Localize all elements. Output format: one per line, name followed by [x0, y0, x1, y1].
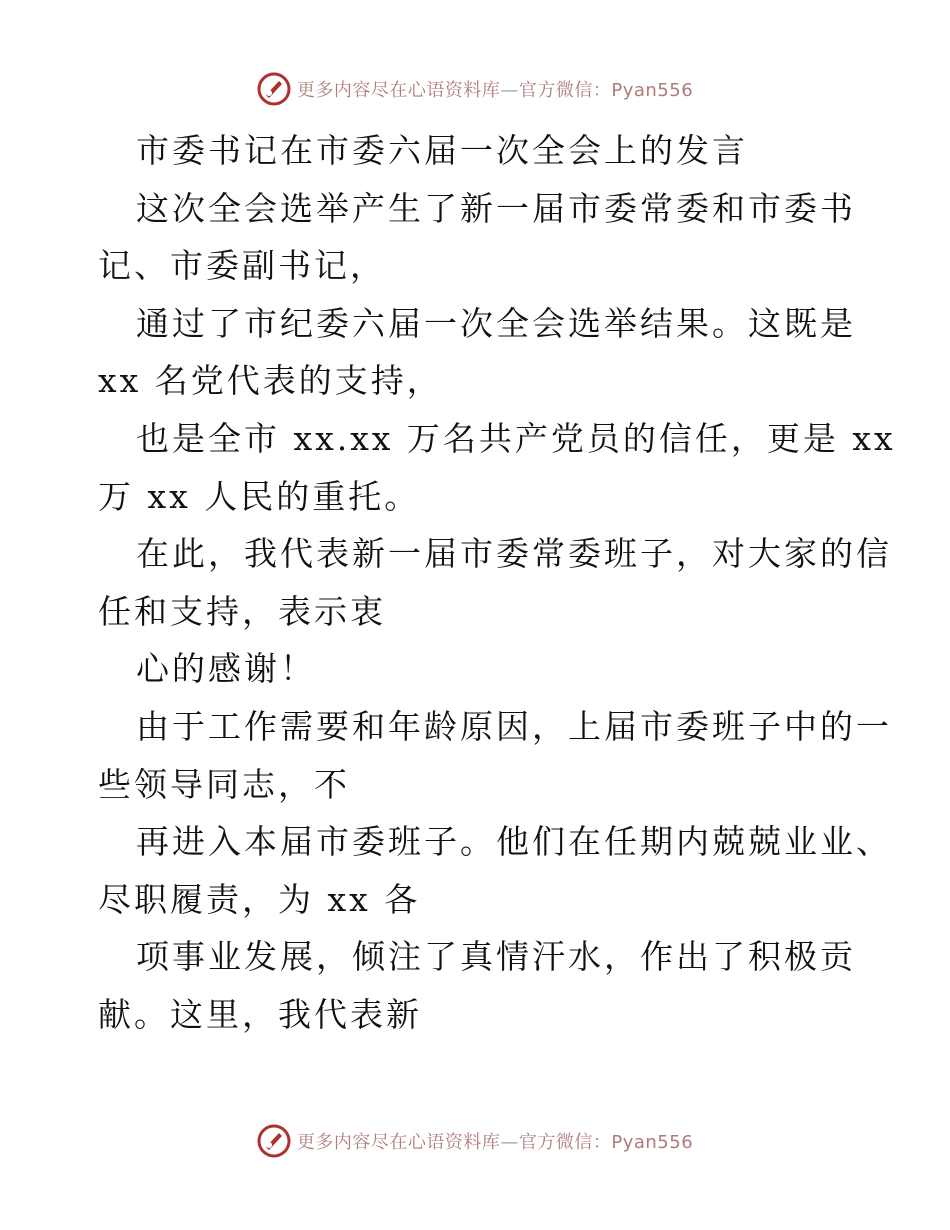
watermark-separator: —	[500, 80, 519, 101]
text-line: 任和支持，表示衷	[98, 591, 386, 631]
text-line: 在此，我代表新一届市委常委班子，对大家的信	[136, 534, 892, 574]
text-line: 些领导同志，不	[98, 764, 350, 804]
text-line: 这次全会选举产生了新一届市委常委和市委书	[136, 188, 856, 228]
watermark-main-text: 更多内容尽在心语资料库	[296, 1132, 501, 1153]
footer-watermark	[0, 1124, 950, 1158]
watermark-wechat-text: 官方微信：Pyan556	[518, 1132, 694, 1153]
text-line: 通过了市纪委六届一次全会选举结果。这既是	[136, 303, 856, 343]
logo-icon	[257, 1124, 291, 1158]
text-line: 记、市委副书记，	[98, 246, 386, 286]
header-watermark	[0, 72, 950, 106]
text-line: 由于工作需要和年龄原因，上届市委班子中的一	[136, 706, 892, 746]
text-line: xx 名党代表的支持，	[98, 361, 443, 401]
watermark-separator: —	[500, 1132, 519, 1153]
watermark-text	[297, 1128, 693, 1154]
watermark-main-text: 更多内容尽在心语资料库	[296, 80, 501, 101]
text-line: 献。这里，我代表新	[98, 994, 422, 1034]
document-body	[98, 122, 896, 1044]
text-line: 心的感谢！	[136, 649, 316, 689]
text-line: 万 xx 人民的重托。	[98, 476, 421, 516]
text-line: 市委书记在市委六届一次全会上的发言	[136, 131, 748, 170]
text-line: 再进入本届市委班子。他们在任期内兢兢业业、	[136, 822, 892, 862]
logo-icon	[257, 72, 291, 106]
text-line: 尽职履责，为 xx 各	[98, 879, 421, 919]
watermark-text	[297, 76, 693, 102]
text-line: 项事业发展，倾注了真情汗水，作出了积极贡	[136, 937, 856, 977]
watermark-wechat-text: 官方微信：Pyan556	[518, 80, 694, 101]
text-line: 也是全市 xx.xx 万名共产党员的信任，更是 xx	[136, 418, 896, 458]
